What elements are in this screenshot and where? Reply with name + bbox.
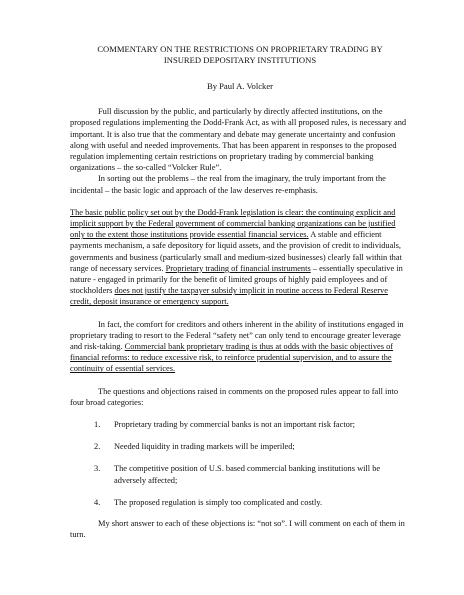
list-item-text: The proposed regulation is simply too complicated and costly. [114, 497, 323, 507]
list-number: 2. [94, 442, 101, 452]
title-line-2: INSURED DEPOSITARY INSTITUTIONS [163, 55, 317, 65]
policy-text-1: A stable and efficient payments mechanism, a safe depository for liquid assets, and the provision of credit to individuals, governments and business (particularly small and medium-sized businesses) clearly fall within that range of necessary services. [70, 230, 402, 273]
list-item [94, 441, 410, 452]
paragraph-categories: The questions and objections raised in comments on the proposed rules appear to fall into four broad categories: [70, 386, 399, 407]
safety-net-text: In fact, the comfort for creditors and others inherent in the ability of institutions engaged in proprietary trading to resort to the Federal “safety net” can only tend to encourage greater leverage and risk-taking. [70, 319, 404, 352]
policy-text-2: – essentially speculative in nature - engaged in primarily for the benefit of limited groups of highly paid employees and of stockholders [70, 263, 403, 296]
paragraph-sorting: In sorting out the problems – the real from the imaginary, the truly important from the incidental – the basic logic and approach of the law deserves re-emphasis. [70, 174, 386, 195]
policy-underlined-3: does not justify the taxpayer subsidy implicit in routine access to Federal Reserve credit, deposit insurance or emergency support. [70, 286, 388, 307]
objections-list [70, 419, 410, 508]
paragraph-public-policy [70, 207, 410, 308]
list-item-text: Needed liquidity in trading markets will be imperiled; [114, 442, 295, 452]
list-number: 1. [94, 420, 101, 430]
author-line: By Paul A. Volcker [206, 81, 274, 91]
safety-net-underlined: Commercial bank proprietary trading is thus at odds with the basic objectives of financial reforms: to reduce excessive risk, to reinforce prudential supervision, and to assure the continuity of essential services. [70, 342, 394, 374]
paragraph-short-answer: My short answer to each of these objections is: “not so”. I will comment on each of them in turn. [70, 519, 405, 540]
list-item [94, 497, 410, 508]
list-number: 4. [94, 497, 101, 507]
policy-underlined-2: Proprietary trading of financial instruments [165, 263, 311, 273]
list-item-text: Proprietary trading by commercial banks is not an important risk factor; [114, 420, 355, 430]
list-number: 3. [94, 464, 101, 474]
list-item-text: The competitive position of U.S. based commercial banking institutions will be adversely affected; [114, 464, 381, 485]
paragraph-intro: Full discussion by the public, and particularly by directly affected institutions, on the proposed regulations implementing the Dodd-Frank Act, as with all proposed rules, is necessary and important. It is also true that the commentary and debate may generate uncertainty and confusion along with useful and needed improvements. That has been apparent in responses to the proposed regulation implementing certain restrictions on proprietary trading by commercial banking organizations – the so-called “Volcker Rule”. [70, 107, 407, 173]
document-title [70, 44, 410, 66]
list-item [94, 419, 410, 430]
policy-underlined-1: The basic public policy set out by the Dodd-Frank legislation is clear: the continuing explicit and implicit support by the Federal government of commercial banking organizations can be justified only to the extent those institutions provide essential financial services. [70, 207, 396, 240]
title-line-1: COMMENTARY ON THE RESTRICTIONS ON PROPRIETARY TRADING BY [97, 44, 383, 54]
paragraph-safety-net [70, 319, 410, 375]
list-item [94, 463, 410, 485]
